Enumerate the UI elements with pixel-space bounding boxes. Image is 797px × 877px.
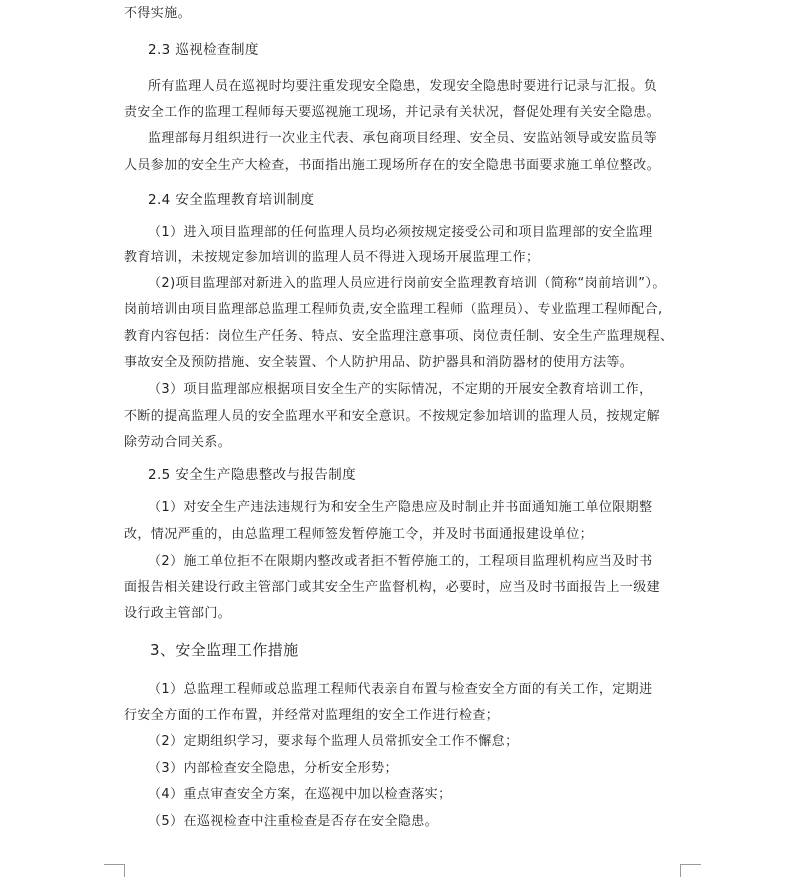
paragraph-line: 不断的提高监理人员的安全监理水平和安全意识。不按规定参加培训的监理人员，按规定解: [124, 409, 661, 424]
paragraph-line: 责安全工作的监理工程师每天要巡视施工现场，并记录有关状况，督促处理有关安全隐患。: [124, 105, 661, 120]
list-item: （5）在巡视检查中注重检查是否存在安全隐患。: [148, 814, 439, 829]
section-heading-2-4: 2.4 安全监理教育培训制度: [148, 192, 315, 208]
paragraph-line: 人员参加的安全生产大检查，书面指出施工现场所存在的安全隐患书面要求施工单位整改。: [124, 158, 661, 173]
page-corner-mark-left: [104, 864, 125, 877]
section-heading-2-3: 2.3 巡视检查制度: [148, 42, 259, 58]
paragraph-line: 所有监理人员在巡视时均要注重发现安全隐患，发现安全隐患时要进行记录与汇报。负: [148, 79, 658, 94]
list-item: （4）重点审查安全方案，在巡视中加以检查落实；: [148, 787, 452, 802]
paragraph-line: （2)项目监理部对新进入的监理人员应进行岗前安全监理教育培训（简称“岗前培训”）。: [148, 276, 666, 291]
paragraph-line: （1）进入项目监理部的任何监理人员均必须按规定接受公司和项目监理部的安全监理: [148, 225, 653, 240]
paragraph-line: 改，情况严重的，由总监理工程师签发暂停施工令，并及时书面通报建设单位；: [124, 527, 594, 542]
paragraph-line: 除劳动合同关系。: [124, 435, 232, 450]
paragraph-line: 教育培训，未按规定参加培训的监理人员不得进入现场开展监理工作；: [124, 250, 540, 265]
paragraph-line: 教育内容包括：岗位生产任务、特点、安全监理注意事项、岗位责任制、安全生产监理规程、: [124, 329, 674, 344]
paragraph-line: 设行政主管部门。: [124, 606, 232, 621]
paragraph-line: 不得实施。: [124, 6, 192, 21]
paragraph-line: 监理部每月组织进行一次业主代表、承包商项目经理、安全员、安监站领导或安监员等: [148, 131, 658, 146]
paragraph-line: 行安全方面的工作布置，并经常对监理组的安全工作进行检查；: [124, 708, 500, 723]
paragraph-line: （1）总监理工程师或总监理工程师代表亲自布置与检查安全方面的有关工作，定期进: [148, 682, 653, 697]
section-heading-2-5: 2.5 安全生产隐患整改与报告制度: [148, 467, 357, 483]
paragraph-line: （1）对安全生产违法违规行为和安全生产隐患应及时制止并书面通知施工单位限期整: [148, 500, 653, 515]
paragraph-line: （2）施工单位拒不在限期内整改或者拒不暂停施工的，工程项目监理机构应当及时书: [148, 554, 653, 569]
paragraph-line: 事故安全及预防措施、安全装置、个人防护用品、防护器具和消防器材的使用方法等。: [124, 355, 634, 370]
list-item: （2）定期组织学习，要求每个监理人员常抓安全工作不懈怠；: [148, 734, 519, 749]
section-heading-3: 3、安全监理工作措施: [150, 641, 299, 659]
list-item: （3）内部检查安全隐患，分析安全形势；: [148, 761, 398, 776]
paragraph-line: 岗前培训由项目监理部总监理工程师负责,安全监理工程师（监理员）、专业监理工程师配合,: [124, 302, 663, 317]
paragraph-line: 面报告相关建设行政主管部门或其安全生产监督机构，必要时，应当及时书面报告上一级建: [124, 580, 661, 595]
paragraph-line: （3）项目监理部应根据项目安全生产的实际情况，不定期的开展安全教育培训工作，: [148, 382, 653, 397]
page-corner-mark-right: [680, 864, 701, 877]
